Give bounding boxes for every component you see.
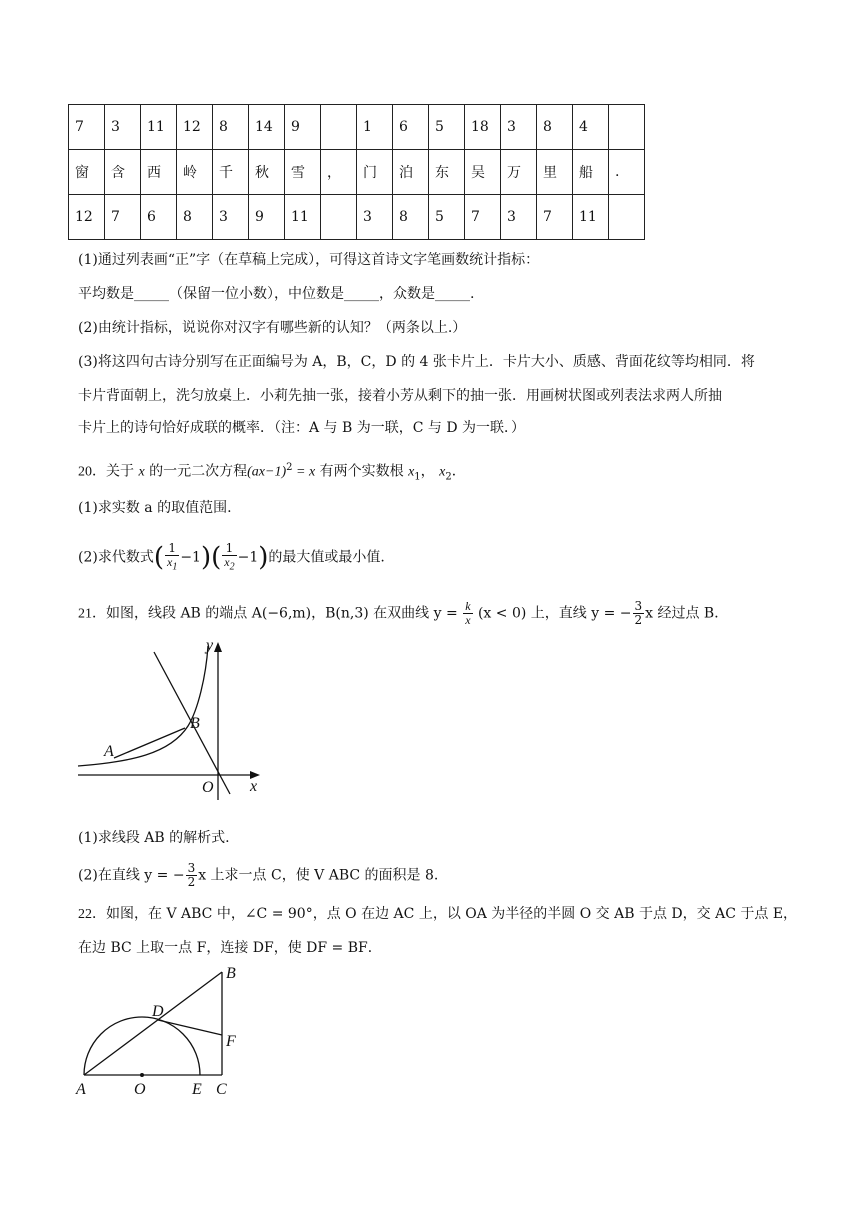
table-cell: 门 — [357, 150, 393, 195]
table-cell: 9 — [285, 105, 321, 150]
table-cell: 3 — [501, 105, 537, 150]
q21-label-y: y — [206, 637, 214, 654]
table-cell: 西 — [141, 150, 177, 195]
table-cell: 6 — [393, 105, 429, 150]
q21-text-b: (x < 0) 上，直线 y = − — [477, 605, 632, 622]
table-cell: . — [609, 150, 645, 195]
q20-part1: (1)求实数 a 的取值范围. — [78, 500, 232, 516]
table-row — [69, 105, 645, 150]
q22-label-d: D — [152, 1003, 164, 1020]
q20-frac-2: $\frac{1}{x_2}$ — [224, 541, 235, 573]
table-cell: 5 — [429, 195, 465, 240]
table-cell: 12 — [69, 195, 105, 240]
q20-text-b: 的一元二次方程 — [149, 463, 248, 480]
table-cell: 9 — [249, 195, 285, 240]
q20-part2: (2)求代数式( $\frac{1}{x_1}$ −1)( $\frac{1}{x_2}$ −1)的最大值或最小值. — [78, 541, 385, 573]
table-cell: 7 — [105, 195, 141, 240]
q21-text-c: x 经过点 B． — [645, 605, 729, 622]
q20-frac-1: $\frac{1}{x_1}$ — [167, 541, 178, 573]
q20-stem: 20．关于 x 的一元二次方程$(ax-1)^2 = x$ 有两个实数根 $x_1$， $x_2$． — [78, 462, 466, 483]
table-cell: 东 — [429, 150, 465, 195]
table-cell: ， — [321, 150, 357, 195]
q21-stem — [78, 600, 728, 627]
table-cell: 吴 — [465, 150, 501, 195]
table-cell: 雪 — [285, 150, 321, 195]
q20-var-x: x — [138, 464, 145, 480]
q21-part1: (1)求线段 AB 的解析式. — [78, 830, 230, 846]
q22-label-b: B — [226, 965, 236, 982]
table-cell: 8 — [177, 195, 213, 240]
table-cell: 8 — [393, 195, 429, 240]
table-cell: 7 — [537, 195, 573, 240]
table-cell: 船 — [573, 150, 609, 195]
q20-number: 20． — [78, 464, 106, 480]
q19-part1: (1)通过列表画“正”字（在草稿上完成），可得这首诗文字笔画数统计指标： — [78, 252, 540, 268]
q22-label-e: E — [192, 1081, 202, 1098]
table-cell: 窗 — [69, 150, 105, 195]
q22-number: 22． — [78, 907, 106, 922]
table-cell: 11 — [573, 195, 609, 240]
table-cell — [321, 105, 357, 150]
table-cell: 1 — [357, 105, 393, 150]
q22-label-c: C — [216, 1081, 227, 1098]
q22-segment-df — [158, 1020, 222, 1035]
q19-part3-line2: 卡片背面朝上，洗匀放桌上．小莉先抽一张，接着小芳从剩下的抽一张．用画树状图或列表法求两人所抽 — [78, 388, 722, 404]
q20-text-a: 关于 — [106, 463, 134, 480]
q20-text-c: 有两个实数根 — [319, 463, 404, 480]
table-cell: 岭 — [177, 150, 213, 195]
q21-number: 21． — [78, 606, 106, 622]
table-cell — [321, 195, 357, 240]
table-cell — [609, 195, 645, 240]
table-cell: 3 — [213, 195, 249, 240]
table-cell: 6 — [141, 195, 177, 240]
table-cell: 3 — [501, 195, 537, 240]
table-row — [69, 150, 645, 195]
table-cell: 5 — [429, 105, 465, 150]
q22-figure — [70, 962, 250, 1102]
q21-label-b: B — [190, 715, 200, 732]
q21-part2-text: (2)在直线 y = − — [78, 867, 185, 884]
q19-part1-blanks: 平均数是_____（保留一位小数），中位数是_____，众数是_____. — [78, 286, 475, 302]
table-cell: 3 — [357, 195, 393, 240]
q20-part2-tail: 的最大值或最小值. — [268, 549, 385, 566]
q21-label-x: x — [250, 778, 258, 795]
q21-label-a: A — [104, 743, 114, 760]
table-cell: 4 — [573, 105, 609, 150]
q22-text-a: 如图，在 V ABC 中，∠C = 90°，点 O 在边 AC 上，以 OA 为半径的半圆 O 交 AB 于点 D，交 AC 于点 E， — [106, 906, 798, 922]
table-cell: 12 — [177, 105, 213, 150]
table-cell: 18 — [465, 105, 501, 150]
q20-root1: x — [408, 464, 415, 480]
q19-part2: (2)由统计指标，说说你对汉字有哪些新的认知？（两条以上.） — [78, 320, 467, 336]
table-cell: 11 — [285, 195, 321, 240]
q21-y-arrow — [214, 642, 222, 652]
q22-stem-line1 — [78, 904, 797, 925]
q21-part2-tail: x 上求一点 C，使 V ABC 的面积是 8. — [198, 867, 439, 884]
q21-frac-k-over-x: $\frac{k}{x}$ — [465, 599, 471, 627]
q20-equation-rhs: = x — [292, 464, 316, 480]
table-cell: 含 — [105, 150, 141, 195]
q20-part2-text: (2)求代数式 — [78, 549, 154, 566]
q19-part3-line1: (3)将这四句古诗分别写在正面编号为 A，B，C，D 的 4 张卡片上．卡片大小、质感、背面花纹等均相同．将 — [78, 354, 755, 370]
q21-frac-3-over-2: $\frac{3}{2}$ — [634, 599, 643, 627]
table-cell — [609, 105, 645, 150]
table-cell: 千 — [213, 150, 249, 195]
stroke-count-table — [68, 104, 645, 240]
table-row — [69, 195, 645, 240]
q22-stem-line2: 在边 BC 上取一点 F，连接 DF，使 DF = BF． — [78, 940, 382, 956]
table-cell: 3 — [105, 105, 141, 150]
q22-label-a: A — [76, 1081, 86, 1098]
table-cell: 泊 — [393, 150, 429, 195]
table-cell: 8 — [213, 105, 249, 150]
table-cell: 8 — [537, 105, 573, 150]
q21-text-a: 如图，线段 AB 的端点 A(−6,m)，B(n,3) 在双曲线 y = — [106, 605, 458, 622]
q22-label-o: O — [134, 1081, 146, 1098]
q21-part2 — [78, 862, 438, 889]
q19-part3-line3: 卡片上的诗句恰好成联的概率．（注：A 与 B 为一联，C 与 D 为一联．） — [78, 420, 526, 436]
table-cell: 7 — [465, 195, 501, 240]
q20-root2: x — [439, 464, 446, 480]
table-cell: 7 — [69, 105, 105, 150]
table-cell: 秋 — [249, 150, 285, 195]
q21-part2-frac: $\frac{3}{2}$ — [187, 861, 196, 889]
q22-center-o — [140, 1073, 144, 1077]
table-cell: 万 — [501, 150, 537, 195]
q22-side-ab — [84, 972, 222, 1075]
table-cell: 11 — [141, 105, 177, 150]
q21-hyperbola — [78, 646, 208, 766]
table-cell: 14 — [249, 105, 285, 150]
q20-exponent: 2 — [286, 462, 293, 473]
q21-label-o: O — [202, 779, 214, 796]
q22-label-f: F — [226, 1033, 236, 1050]
q20-equation-lhs: (ax−1) — [247, 464, 287, 480]
table-cell: 里 — [537, 150, 573, 195]
q21-figure — [70, 636, 270, 806]
q20-root1-sub: 1 — [414, 471, 421, 483]
q20-root2-sub: 2 — [445, 471, 452, 483]
